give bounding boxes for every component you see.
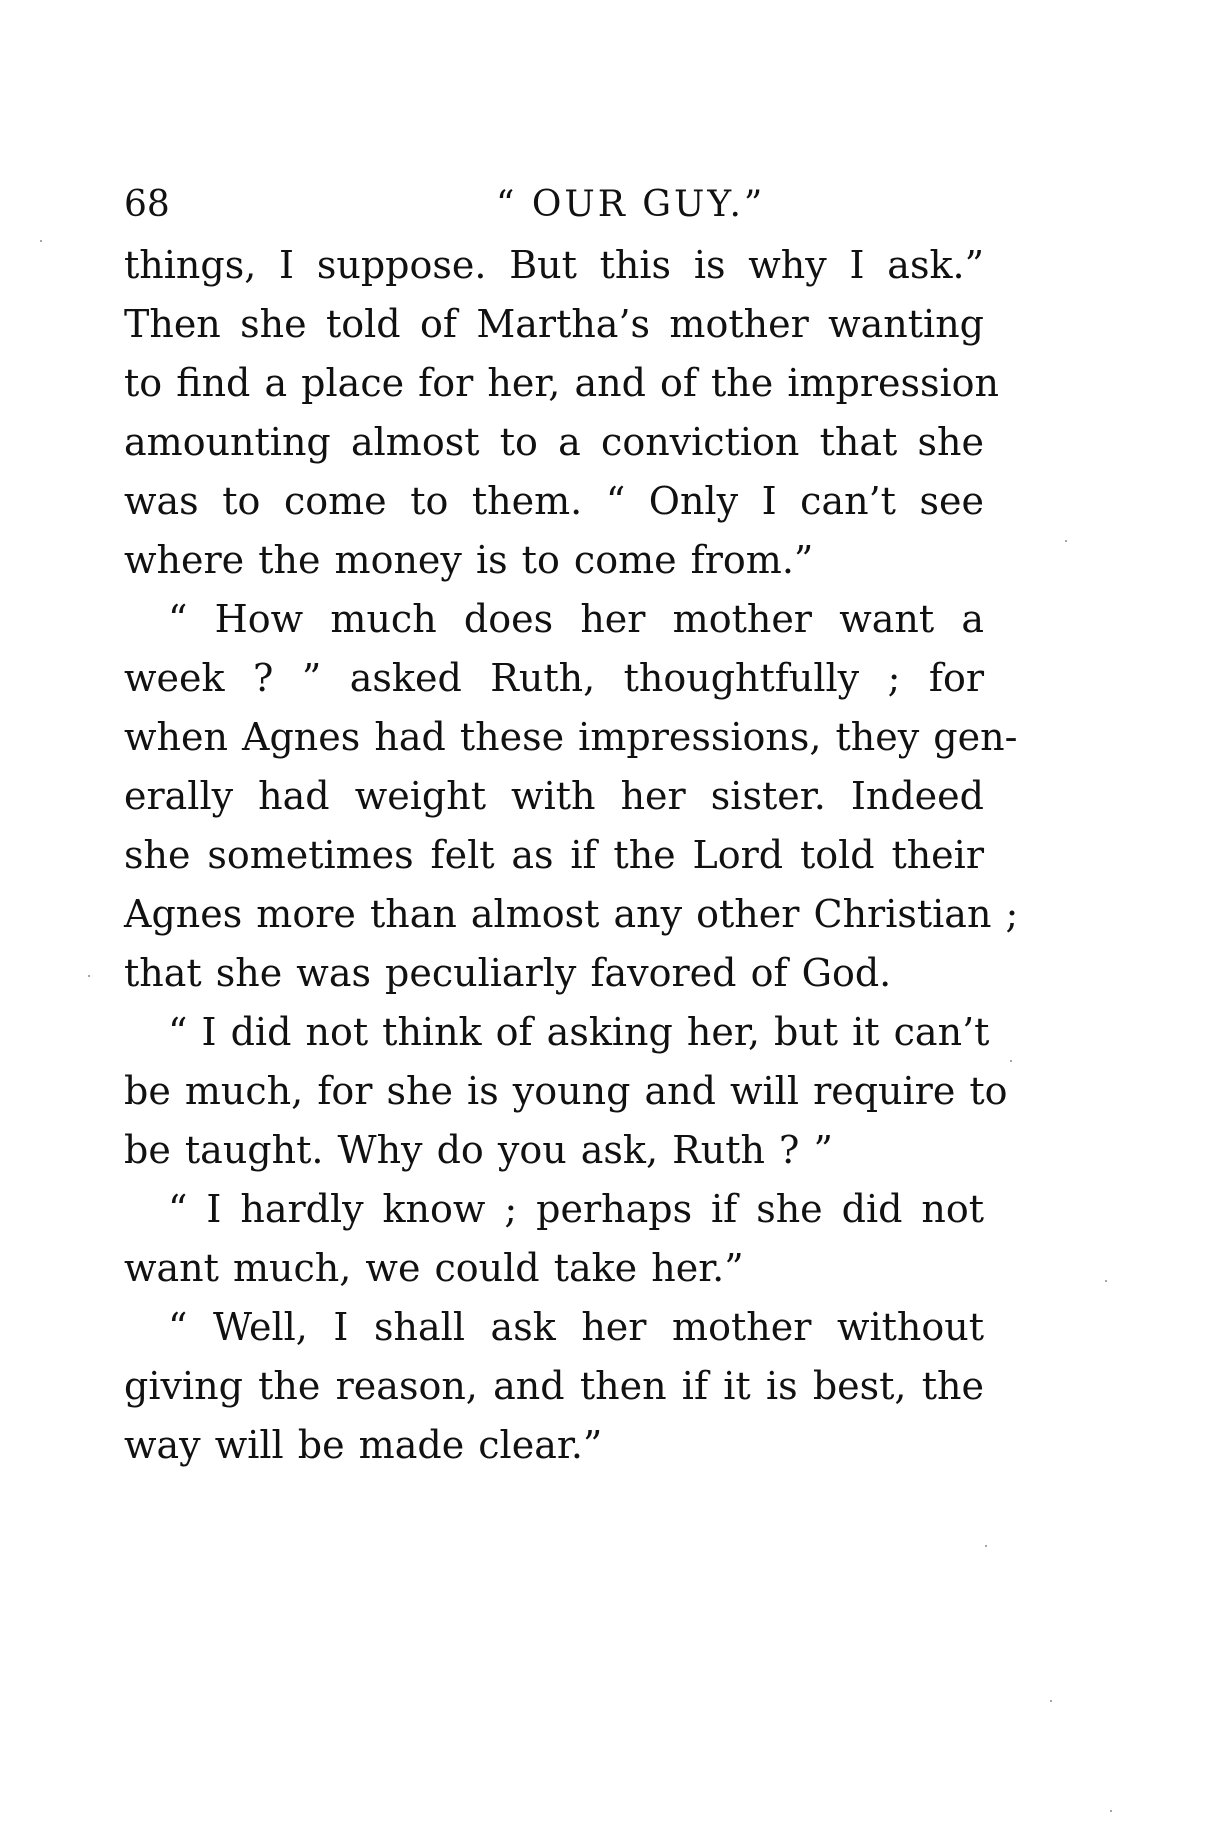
text-line: where the money is to come from.” (124, 538, 814, 582)
text-line: when Agnes had these impressions, they gen- (124, 715, 1018, 759)
paper-speck (1050, 1700, 1052, 1702)
text-line: to find a place for her, and of the impression (124, 361, 1000, 405)
text-line: “ Well, I shall ask her mother without (168, 1305, 984, 1349)
text-line: amounting almost to a conviction that she (124, 420, 984, 464)
text-line: Then she told of Martha’s mother wanting (124, 302, 984, 346)
running-title: “ OUR GUY.” (496, 184, 766, 225)
text-line: was to come to them. “ Only I can’t see (124, 479, 984, 523)
paper-speck (88, 975, 90, 977)
text-line: be much, for she is young and will require to (124, 1069, 1008, 1113)
text-line: “ I hardly know ; perhaps if she did not (168, 1187, 984, 1231)
text-line: erally had weight with her sister. Indeed (124, 774, 984, 818)
text-line: week ? ” asked Ruth, thoughtfully ; for (124, 656, 984, 700)
text-line: “ How much does her mother want a (168, 597, 984, 641)
text-line: Agnes more than almost any other Christian ; (124, 892, 1019, 936)
text-line: things, I suppose. But this is why I ask.” (124, 243, 984, 287)
text-line: giving the reason, and then if it is best, the (124, 1364, 984, 1408)
page-number: 68 (124, 184, 170, 225)
paper-speck (985, 1545, 987, 1547)
text-line: that she was peculiarly favored of God. (124, 951, 892, 995)
page-header (124, 180, 984, 230)
text-line: be taught. Why do you ask, Ruth ? ” (124, 1128, 833, 1172)
paper-speck (1110, 1810, 1112, 1812)
text-line: want much, we could take her.” (124, 1246, 744, 1290)
text-line: she sometimes felt as if the Lord told their (124, 833, 984, 877)
text-line: “ I did not think of asking her, but it can’t (168, 1010, 990, 1054)
paper-speck (1105, 1280, 1107, 1282)
paper-speck (1010, 1060, 1012, 1062)
paper-speck (40, 240, 42, 242)
paper-speck (1065, 540, 1067, 542)
text-line: way will be made clear.” (124, 1423, 603, 1467)
